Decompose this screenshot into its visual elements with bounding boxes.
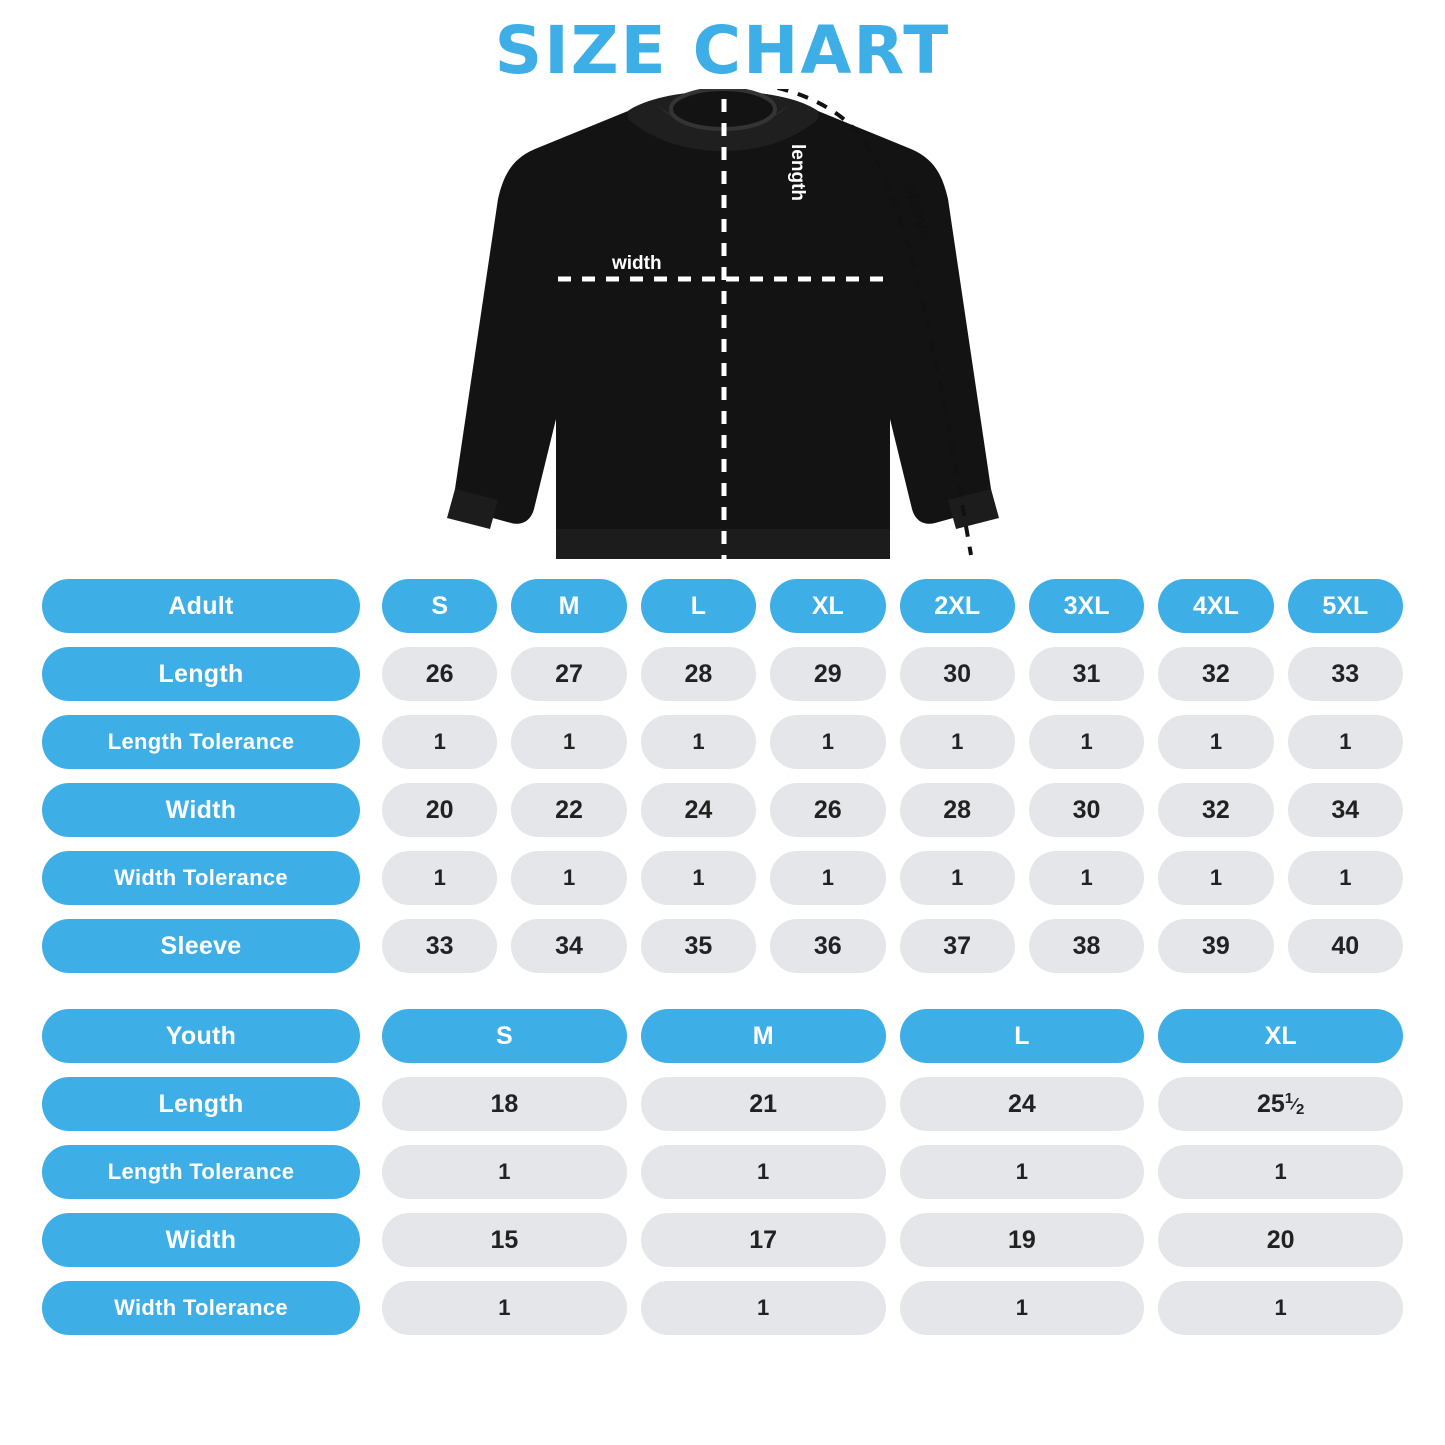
data-cell: 1 <box>511 851 626 905</box>
data-cell: 1 <box>1158 851 1273 905</box>
data-cell: 1 <box>511 715 626 769</box>
data-cell: 26 <box>770 783 885 837</box>
adult-header-row <box>42 579 1403 633</box>
data-cell: 20 <box>382 783 497 837</box>
youth-size-table <box>0 1009 1445 1335</box>
data-cell: 17 <box>641 1213 886 1267</box>
table-row <box>42 647 1403 701</box>
row-label: Width Tolerance <box>42 851 360 905</box>
sweatshirt-graphic <box>443 89 1003 569</box>
table-row <box>42 919 1403 973</box>
data-cell: 26 <box>382 647 497 701</box>
adult-size-header: XL <box>770 579 885 633</box>
data-cell: 1 <box>900 851 1015 905</box>
data-cell: 1 <box>900 1145 1145 1199</box>
data-cell: 1 <box>1158 1145 1403 1199</box>
row-label: Width Tolerance <box>42 1281 360 1335</box>
data-cell: 28 <box>900 783 1015 837</box>
data-cell: 34 <box>1288 783 1403 837</box>
data-cell: 1 <box>770 851 885 905</box>
data-cell: 37 <box>900 919 1015 973</box>
row-label: Length Tolerance <box>42 1145 360 1199</box>
page-title: SIZE CHART <box>494 12 951 89</box>
data-cell: 1 <box>641 715 756 769</box>
youth-label: Youth <box>42 1009 360 1063</box>
row-label: Length Tolerance <box>42 715 360 769</box>
row-label: Width <box>42 783 360 837</box>
row-label: Width <box>42 1213 360 1267</box>
data-cell: 20 <box>1158 1213 1403 1267</box>
table-row <box>42 1145 1403 1199</box>
data-cell: 15 <box>382 1213 627 1267</box>
data-cell: 1 <box>382 715 497 769</box>
data-cell: 1 <box>900 1281 1145 1335</box>
adult-size-headers <box>382 579 1403 633</box>
data-cell: 40 <box>1288 919 1403 973</box>
data-cell: 29 <box>770 647 885 701</box>
garment-illustration <box>0 89 1445 579</box>
row-label: Length <box>42 647 360 701</box>
youth-size-header: L <box>900 1009 1145 1063</box>
adult-size-header: 4XL <box>1158 579 1273 633</box>
data-cell: 21 <box>641 1077 886 1131</box>
row-label: Sleeve <box>42 919 360 973</box>
data-cell: 1 <box>770 715 885 769</box>
data-cell: 1 <box>1288 715 1403 769</box>
sleeve-label: sleeve <box>898 181 936 244</box>
data-cell: 1 <box>900 715 1015 769</box>
data-cell: 33 <box>382 919 497 973</box>
data-cell: 32 <box>1158 647 1273 701</box>
data-cell: 35 <box>641 919 756 973</box>
data-cell: 1 <box>382 851 497 905</box>
youth-size-header: XL <box>1158 1009 1403 1063</box>
data-cell: 1 <box>1158 715 1273 769</box>
data-cell: 22 <box>511 783 626 837</box>
data-cell: 24 <box>641 783 756 837</box>
data-cell: 34 <box>511 919 626 973</box>
width-label: width <box>612 253 662 275</box>
adult-size-table <box>0 579 1445 973</box>
data-cell: 25 $^1⁄_2$ <box>1158 1077 1403 1131</box>
table-row <box>42 1281 1403 1335</box>
youth-header-row <box>42 1009 1403 1063</box>
table-row <box>42 851 1403 905</box>
data-cell: 1 <box>382 1145 627 1199</box>
data-cell: 30 <box>900 647 1015 701</box>
table-row <box>42 1213 1403 1267</box>
adult-size-header: 3XL <box>1029 579 1144 633</box>
youth-size-header: M <box>641 1009 886 1063</box>
table-spacer <box>0 987 1445 1009</box>
data-cell: 1 <box>641 1145 886 1199</box>
data-cell: 36 <box>770 919 885 973</box>
data-cell: 27 <box>511 647 626 701</box>
data-cell: 30 <box>1029 783 1144 837</box>
data-cell: 1 <box>1288 851 1403 905</box>
table-row <box>42 783 1403 837</box>
table-row <box>42 1077 1403 1131</box>
youth-size-headers <box>382 1009 1403 1063</box>
data-cell: 1 <box>641 851 756 905</box>
data-cell: 24 <box>900 1077 1145 1131</box>
data-cell: 19 <box>900 1213 1145 1267</box>
data-cell: 38 <box>1029 919 1144 973</box>
adult-size-header: 2XL <box>900 579 1015 633</box>
data-cell: 33 <box>1288 647 1403 701</box>
data-cell: 1 <box>382 1281 627 1335</box>
data-cell: 18 <box>382 1077 627 1131</box>
data-cell: 1 <box>641 1281 886 1335</box>
data-cell: 32 <box>1158 783 1273 837</box>
length-label: length <box>787 144 808 202</box>
data-cell: 1 <box>1158 1281 1403 1335</box>
table-row <box>42 715 1403 769</box>
row-label: Length <box>42 1077 360 1131</box>
data-cell: 1 <box>1029 715 1144 769</box>
data-cell: 1 <box>1029 851 1144 905</box>
data-cell: 39 <box>1158 919 1273 973</box>
adult-size-header: 5XL <box>1288 579 1403 633</box>
data-cell: 31 <box>1029 647 1144 701</box>
youth-size-header: S <box>382 1009 627 1063</box>
adult-size-header: M <box>511 579 626 633</box>
adult-size-header: S <box>382 579 497 633</box>
adult-size-header: L <box>641 579 756 633</box>
data-cell: 28 <box>641 647 756 701</box>
adult-label: Adult <box>42 579 360 633</box>
